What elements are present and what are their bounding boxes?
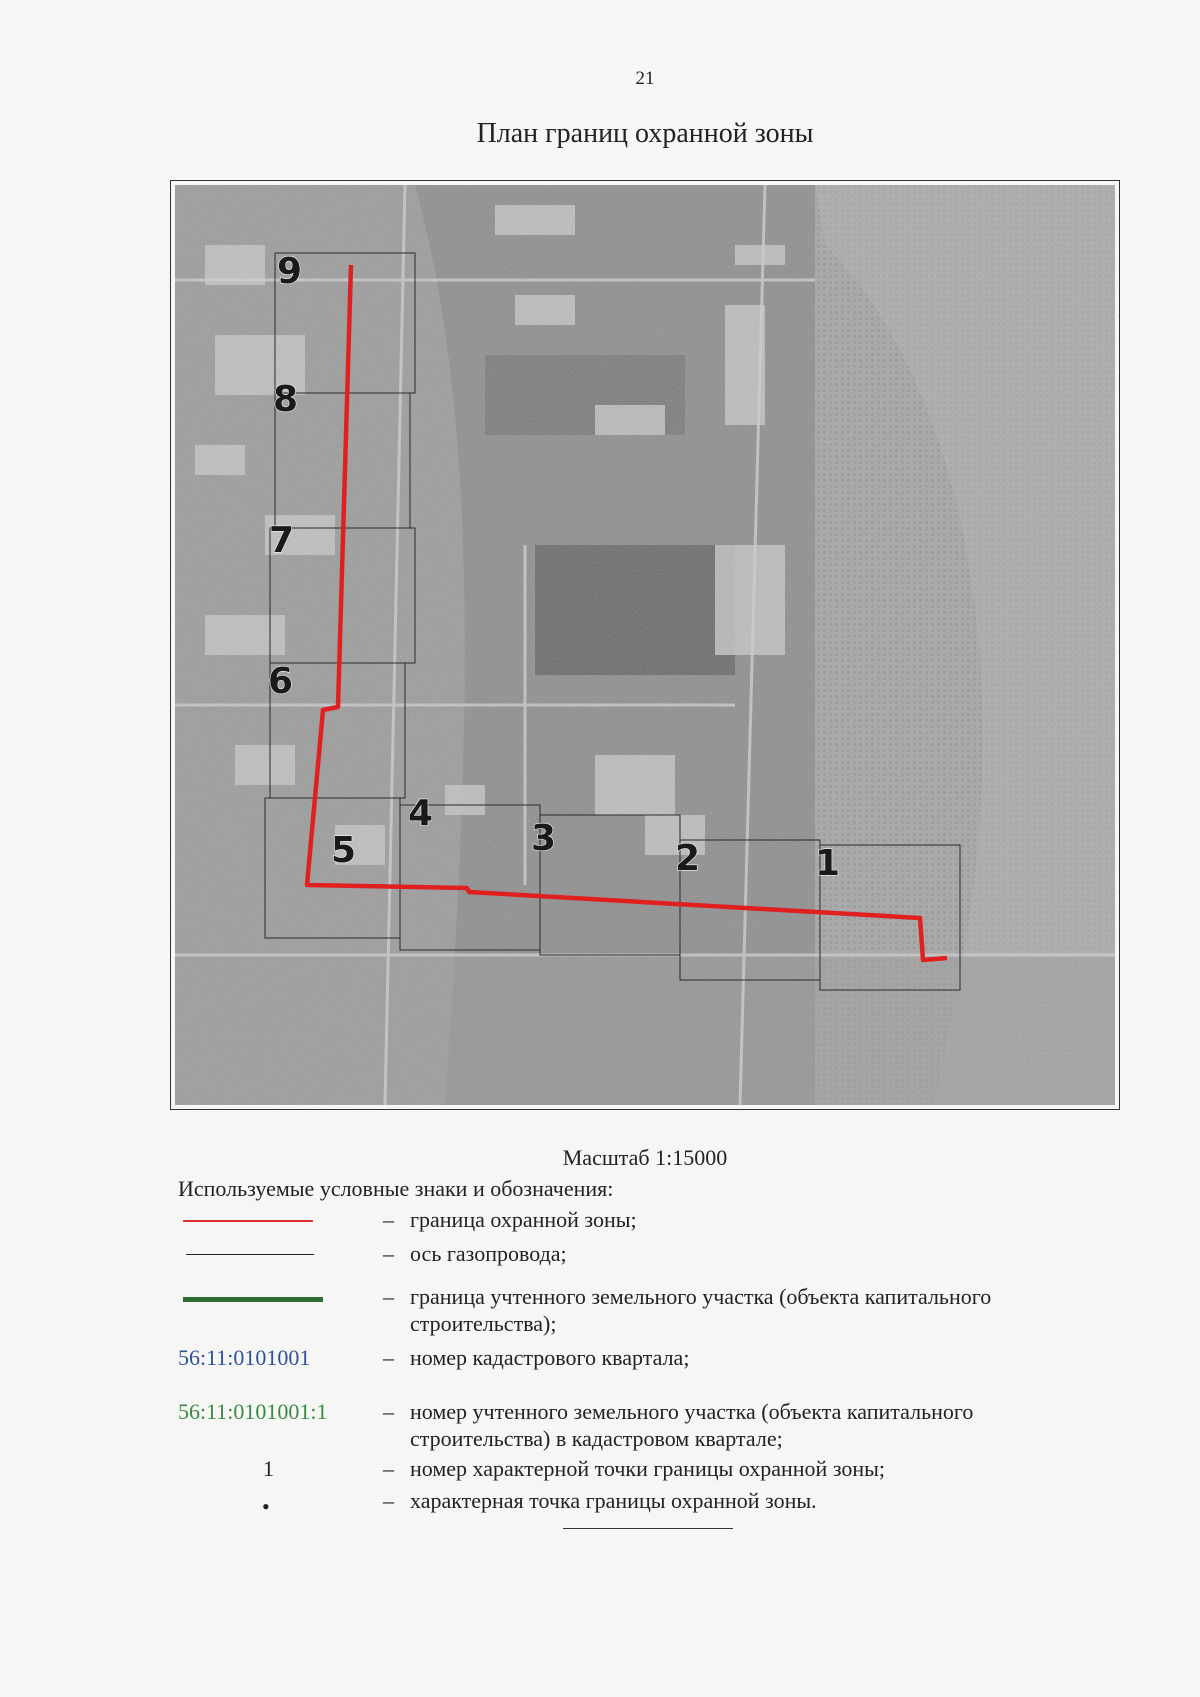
point-label-5: 5 (331, 830, 357, 871)
legend-text: граница охранной зоны; (410, 1207, 637, 1232)
point-dot-icon: • (262, 1494, 270, 1519)
point-label-4: 4 (408, 793, 434, 834)
legend-text: граница учтенного земельного участка (объекта капитального строительства); (410, 1284, 992, 1336)
land-plot-number-symbol: 56:11:0101001:1 (178, 1399, 328, 1424)
point-label-1: 1 (815, 843, 841, 884)
point-label-9: 9 (277, 251, 303, 292)
legend-text: номер учтенного земельного участка (объекта капитального строительства) в кадастровом квартале; (410, 1399, 974, 1451)
page-number: 21 (635, 68, 655, 89)
cadastral-quarter-symbol: 56:11:0101001 (178, 1345, 311, 1370)
point-number-symbol: 1 (263, 1456, 274, 1481)
point-label-3: 3 (531, 818, 557, 859)
point-label-8: 8 (273, 379, 299, 420)
black-line-symbol (186, 1254, 314, 1255)
green-line-symbol (183, 1297, 323, 1302)
map-frame (170, 180, 1120, 1110)
red-line-symbol (183, 1220, 313, 1222)
point-label-2: 2 (675, 838, 701, 879)
legend-text: номер характерной точки границы охранной зоны; (410, 1456, 886, 1481)
legend-text: характерная точка границы охранной зоны. (410, 1488, 817, 1513)
page-title: План границ охранной зоны (476, 118, 814, 149)
point-label-6: 6 (268, 661, 294, 702)
photo-grain (175, 185, 1115, 1105)
legend-title: Используемые условные знаки и обозначения: (178, 1176, 614, 1201)
aerial-map (175, 185, 1115, 1105)
footer-rule (563, 1528, 733, 1529)
legend-text: номер кадастрового квартала; (410, 1345, 690, 1370)
legend-text: ось газопровода; (410, 1241, 567, 1266)
point-label-7: 7 (269, 520, 295, 561)
map-scale: Масштаб 1:15000 (562, 1145, 728, 1170)
